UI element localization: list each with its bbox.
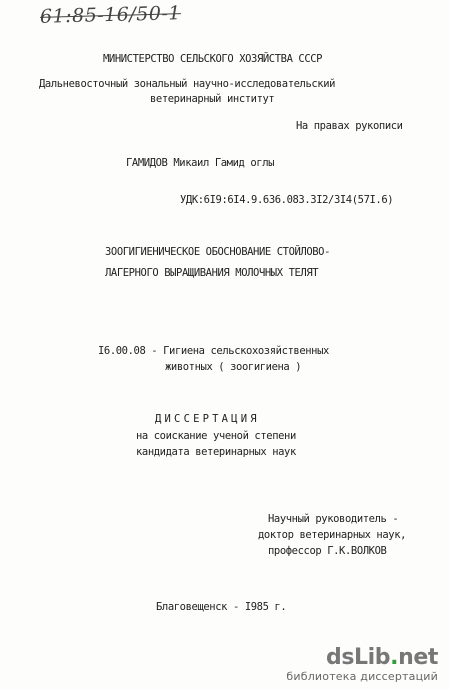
title-line-2: ЛАГЕРНОГО ВЫРАЩИВАНИЯ МОЛОЧНЫХ ТЕЛЯТ (105, 267, 319, 279)
supervisor-line-2: доктор ветеринарных наук, (258, 529, 407, 541)
title-line-1: ЗООГИГИЕНИЧЕСКОЕ ОБОСНОВАНИЕ СТОЙЛОВО- (105, 246, 331, 258)
dslib-logo: dsLib.net (325, 645, 438, 670)
dslib-subtitle: библиотека диссертаций (286, 670, 438, 683)
dissertation-line-1: на соискание ученой степени (136, 430, 296, 442)
handwritten-catalog-number: 61:85-16/50-1 (39, 2, 182, 28)
manuscript-rights: На правах рукописи (296, 120, 403, 132)
ministry-header: МИНИСТЕРСТВО СЕЛЬСКОГО ХОЗЯЙСТВА СССР (103, 53, 323, 65)
dissertation-heading: ДИССЕРТАЦИЯ (155, 413, 260, 425)
institute-line-1: Дальневосточный зональный научно-исследовательский (39, 78, 336, 90)
author-name: ГАМИДОВ Микаил Гамид оглы (126, 157, 275, 169)
place-year: Благовещенск - I985 г. (156, 601, 287, 613)
specialty-line-1: I6.00.08 - Гигиена сельскохозяйственных (98, 345, 329, 357)
supervisor-line-1: Научный руководитель - (268, 513, 399, 525)
supervisor-line-3: профессор Г.К.ВОЛКОВ (268, 545, 387, 557)
udk-code: УДК:6I9:6I4.9.636.083.3I2/3I4(57I.6) (180, 194, 394, 206)
dslib-watermark (286, 646, 438, 683)
specialty-line-2: животных ( зоогигиена ) (165, 361, 302, 373)
dissertation-line-2: кандидата ветеринарных наук (136, 446, 296, 458)
institute-line-2: ветеринарный институт (150, 93, 275, 105)
